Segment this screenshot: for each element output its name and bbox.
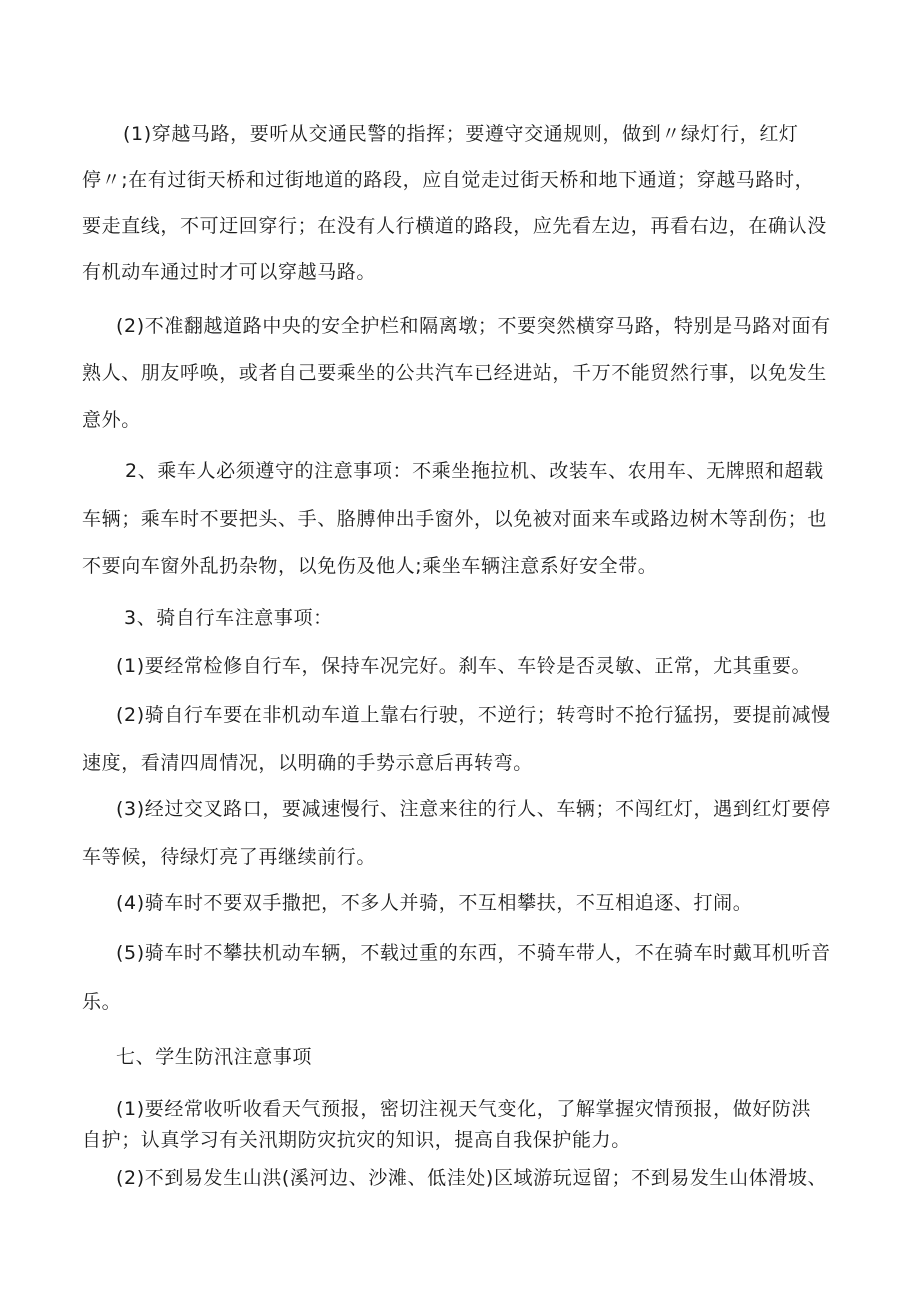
paragraph-cycling-4-line-1: (4)骑车时不要双手撒把，不多人并骑，不互相攀扶，不互相追逐、打闹。 <box>116 892 753 914</box>
paragraph-2-line-3: 意外。 <box>82 409 141 431</box>
paragraph-flood-1-line-2: 自护；认真学习有关汛期防灾抗灾的知识，提高自我保护能力。 <box>82 1129 631 1151</box>
paragraph-cycling-5-line-2: 乐。 <box>82 991 122 1013</box>
section-heading-flood: 七、学生防汛注意事项 <box>116 1046 313 1068</box>
paragraph-1-line-4: 有机动车通过时才可以穿越马路。 <box>82 261 377 283</box>
paragraph-1-line-3: 要走直线，不可迂回穿行；在没有人行横道的路段，应先看左边，再看右边，在确认没 <box>82 215 827 237</box>
paragraph-3-line-2: 车辆；乘车时不要把头、手、胳膊伸出手窗外，以免被对面来车或路边树木等刮伤；也 <box>82 508 827 530</box>
paragraph-cycling-3-line-2: 车等候，待绿灯亮了再继续前行。 <box>82 846 377 868</box>
paragraph-3-line-1: 2、乘车人必须遵守的注意事项：不乘坐拖拉机、改装车、农用车、无牌照和超载 <box>125 460 824 482</box>
paragraph-cycling-2-line-2: 速度，看清四周情况，以明确的手势示意后再转弯。 <box>82 752 533 774</box>
paragraph-flood-1-line-1: (1)要经常收听收看天气预报，密切注视天气变化，了解掌握灾情预报，做好防洪 <box>116 1098 812 1120</box>
paragraph-cycling-3-line-1: (3)经过交叉路口，要减速慢行、注意来往的行人、车辆；不闯红灯，遇到红灯要停 <box>116 798 831 820</box>
paragraph-2-line-1: (2)不准翻越道路中央的安全护栏和隔离墩；不要突然横穿马路，特别是马路对面有 <box>116 315 831 337</box>
paragraph-1-line-2: 停〃;在有过街天桥和过街地道的路段，应自觉走过街天桥和地下通道；穿越马路时， <box>82 169 815 191</box>
paragraph-2-line-2: 熟人、朋友呼唤，或者自己要乘坐的公共汽车已经进站，千万不能贸然行事，以免发生 <box>82 362 827 384</box>
paragraph-cycling-5-line-1: (5)骑车时不攀扶机动车辆，不载过重的东西，不骑车带人，不在骑车时戴耳机听音 <box>116 942 831 964</box>
paragraph-cycling-2-line-1: (2)骑自行车要在非机动车道上靠右行驶，不逆行；转弯时不抢行猛拐，要提前减慢 <box>116 704 831 726</box>
paragraph-3-line-3: 不要向车窗外乱扔杂物，以免伤及他人;乘坐车辆注意系好安全带。 <box>82 555 658 577</box>
paragraph-flood-2-line-1: (2)不到易发生山洪(溪河边、沙滩、低洼处)区域游玩逗留；不到易发生山体滑坡、 <box>116 1167 828 1189</box>
paragraph-1-line-1: (1)穿越马路，要听从交通民警的指挥；要遵守交通规则，做到〃绿灯行，红灯 <box>123 123 799 145</box>
section-heading-cycling: 3、骑自行车注意事项： <box>124 607 333 629</box>
paragraph-cycling-1-line-1: (1)要经常检修自行车，保持车况完好。刹车、车铃是否灵敏、正常，尤其重要。 <box>116 655 812 677</box>
